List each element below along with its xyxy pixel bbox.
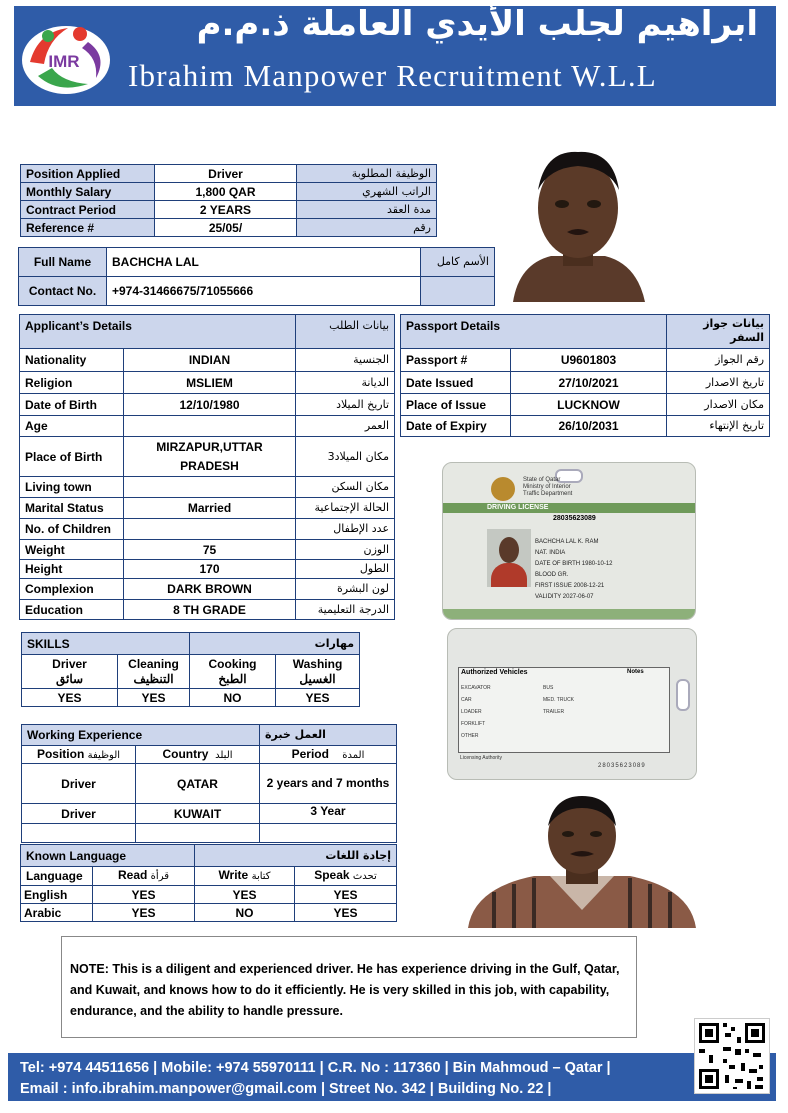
skill-name-arabic: الطبخ	[218, 671, 247, 686]
license-name: BACHCHA LAL K. RAM	[535, 539, 599, 545]
skill-name-arabic: التنظيف	[133, 671, 174, 686]
qatar-emblem-icon	[491, 477, 515, 501]
skill-name-arabic: سائق	[55, 671, 84, 686]
row-label-arabic: مكان السكن	[296, 477, 395, 498]
row-label-arabic: رقم	[297, 219, 437, 237]
row-label: Marital Status	[20, 498, 124, 519]
notes-title: Notes	[627, 669, 644, 675]
table-row	[401, 394, 770, 416]
table-row	[22, 689, 360, 707]
license-dob-label: DATE OF BIRTH	[535, 561, 581, 567]
header-title-arabic: ابراهيم لجلب الأيدي العاملة ذ.م.م	[196, 4, 758, 44]
license-validity-label: VALIDITY	[535, 594, 562, 600]
lang-name: English	[21, 886, 93, 904]
license-number: 28035623089	[553, 515, 596, 522]
table-row	[22, 655, 360, 689]
exp-position	[22, 824, 136, 843]
exp-position: Driver	[22, 804, 136, 824]
row-value: 2 YEARS	[155, 201, 297, 219]
row-value: 26/10/2031	[511, 416, 667, 437]
experience-title: Working Experience	[22, 725, 260, 746]
table-row	[20, 540, 395, 560]
experience-title-arabic: العمل خبرة	[260, 725, 397, 746]
license-authority	[523, 477, 572, 498]
table-row	[21, 886, 397, 904]
lang-read: YES	[93, 886, 195, 904]
row-label: Living town	[20, 477, 124, 498]
table-row	[20, 437, 395, 477]
license-first-issue-row	[535, 581, 613, 592]
skills-table	[21, 632, 360, 707]
table-row	[401, 416, 770, 437]
row-label: Religion	[20, 372, 124, 394]
exp-country: QATAR	[136, 764, 260, 804]
table-row	[21, 904, 397, 922]
col-language: Language	[21, 867, 93, 886]
table-row	[20, 600, 395, 620]
vehicle-item: OTHER	[461, 733, 479, 739]
vehicles-col-2	[543, 682, 574, 718]
row-value: MSLIEM	[124, 372, 296, 394]
col-country	[136, 746, 260, 764]
row-label: Position Applied	[21, 165, 155, 183]
col-header: Write	[218, 868, 249, 882]
license-first-issue: 2008-12-21	[573, 583, 605, 589]
exp-country: KUWAIT	[136, 804, 260, 824]
col-speak	[295, 867, 397, 886]
row-value: 1,800 QAR	[155, 183, 297, 201]
position-table	[20, 164, 437, 237]
vehicle-item: FORKLIFT	[461, 721, 486, 727]
skill-value: YES	[118, 689, 190, 707]
license-blood-label: BLOOD GR.	[535, 572, 569, 578]
row-label-arabic: مكان الاصدار	[667, 394, 770, 416]
exp-position: Driver	[22, 764, 136, 804]
row-value: 12/10/1980	[124, 394, 296, 416]
exp-period: 3 Year	[260, 804, 397, 824]
license-ministry-line: Ministry of Interior	[523, 484, 571, 490]
skill-value: NO	[190, 689, 276, 707]
row-label-arabic: الديانة	[296, 372, 395, 394]
skill-name: Cleaning	[128, 656, 179, 671]
table-row	[20, 394, 395, 416]
row-label: Height	[20, 560, 124, 579]
full-name-label: Full Name	[19, 248, 107, 277]
vehicle-item: TRAILER	[543, 709, 565, 715]
col-header-arabic: الوظيفة	[87, 749, 121, 761]
row-label: Education	[20, 600, 124, 620]
lang-speak: YES	[295, 904, 397, 922]
table-row	[22, 764, 397, 804]
row-label: Contract Period	[21, 201, 155, 219]
skill-name: Washing	[292, 656, 343, 671]
row-label: Passport #	[401, 349, 511, 372]
lang-write: NO	[195, 904, 295, 922]
skill-washing	[276, 655, 360, 689]
row-label-arabic: الوزن	[296, 540, 395, 560]
license-validity-row	[535, 592, 613, 603]
authorized-vehicles-title: Authorized Vehicles	[461, 669, 528, 676]
table-row	[19, 277, 495, 306]
row-label: Age	[20, 416, 124, 437]
card-slot	[676, 679, 690, 711]
row-label-arabic: الطول	[296, 560, 395, 579]
row-label-arabic: مدة العقد	[297, 201, 437, 219]
license-photo-face	[499, 537, 519, 563]
row-value: INDIAN	[124, 349, 296, 372]
table-row	[20, 477, 395, 498]
row-label-arabic: رقم الجواز	[667, 349, 770, 372]
table-row	[20, 416, 395, 437]
license-back-text	[456, 635, 556, 663]
row-label: Monthly Salary	[21, 183, 155, 201]
driving-license-back	[447, 628, 697, 780]
row-value: LUCKNOW	[511, 394, 667, 416]
full-name-arabic: الأسم كامل	[421, 248, 495, 277]
skill-name: Cooking	[208, 656, 257, 671]
table-row	[20, 372, 395, 394]
row-label-arabic: تاريخ الاصدار	[667, 372, 770, 394]
full-name-value: BACHCHA LAL	[107, 248, 421, 277]
col-header-arabic: المدة	[342, 749, 365, 761]
exp-period	[260, 824, 397, 843]
col-header-arabic: البلد	[215, 749, 233, 761]
table-row	[21, 201, 437, 219]
skill-value: YES	[22, 689, 118, 707]
row-label-arabic: عدد الإطفال	[296, 519, 395, 540]
row-label-arabic: مكان الميلاد3	[296, 437, 395, 477]
table-row	[20, 560, 395, 579]
table-row	[401, 349, 770, 372]
col-header: Read	[117, 868, 148, 882]
vehicle-item: BUS	[543, 685, 554, 691]
vehicle-item: MED. TRUCK	[543, 697, 575, 703]
table-row	[20, 579, 395, 600]
col-position	[22, 746, 136, 764]
license-dept-line: Traffic Department	[523, 491, 573, 497]
skill-name-arabic: الغسيل	[299, 671, 336, 686]
note-text: NOTE: This is a diligent and experienced driver. He has experience driving in the Gulf, Qatar, and Kuwait, and knows how to do it efficiently. He is very skilled in this job, with capability, endurance, and the ability to handle pressure.	[70, 962, 620, 1018]
col-header: Speak	[314, 868, 350, 882]
table-header-row	[21, 867, 397, 886]
row-label: Complexion	[20, 579, 124, 600]
lang-name: Arabic	[21, 904, 93, 922]
vehicle-item: LOADER	[461, 709, 482, 715]
row-value: DARK BROWN	[124, 579, 296, 600]
header-title-english: Ibrahim Manpower Recruitment W.L.L	[128, 58, 657, 93]
row-label-arabic: الراتب الشهري	[297, 183, 437, 201]
license-validity: 2027-06-07	[562, 594, 594, 600]
exp-period: 2 years and 7 months	[260, 764, 397, 804]
known-language-table	[20, 844, 397, 922]
col-header-arabic: كتابة	[251, 871, 271, 882]
applicant-photo-2	[464, 792, 700, 928]
row-label-arabic: الجنسية	[296, 349, 395, 372]
empty-cell	[421, 277, 495, 306]
exp-country	[136, 824, 260, 843]
applicant-details-title: Applicant’s Details	[20, 315, 296, 349]
table-header-row	[20, 315, 395, 349]
row-value: Driver	[155, 165, 297, 183]
row-label-arabic: الدرجة التعليمية	[296, 600, 395, 620]
license-photo-shirt	[491, 563, 527, 587]
passport-details-title: Passport Details	[401, 315, 667, 349]
vehicle-item: EXCAVATOR	[461, 685, 491, 691]
table-row	[20, 519, 395, 540]
table-row	[21, 219, 437, 237]
contact-value: +974-31466675/71055666	[107, 277, 421, 306]
skill-value: YES	[276, 689, 360, 707]
row-value: 8 TH GRADE	[124, 600, 296, 620]
license-first-issue-label: FIRST ISSUE	[535, 583, 572, 589]
table-row	[22, 804, 397, 824]
logo-text: IMR	[48, 52, 80, 71]
col-write	[195, 867, 295, 886]
col-header: Position	[36, 746, 85, 761]
row-value: Married	[124, 498, 296, 519]
license-title: DRIVING LICENSE	[443, 503, 695, 513]
row-label: Date of Birth	[20, 394, 124, 416]
skill-cleaning	[118, 655, 190, 689]
skill-name: Driver	[52, 656, 87, 671]
contact-label: Contact No.	[19, 277, 107, 306]
row-value: MIRZAPUR,UTTAR PRADESH	[124, 437, 296, 477]
row-label: Place of Issue	[401, 394, 511, 416]
row-value: 170	[124, 560, 296, 579]
working-experience-table	[21, 724, 397, 843]
lang-read: YES	[93, 904, 195, 922]
license-authority-line: State of Qatar	[523, 477, 561, 483]
row-label-arabic: الحالة الإجتماعية	[296, 498, 395, 519]
table-header-row	[401, 315, 770, 349]
row-label-arabic: الوظيفة المطلوبة	[297, 165, 437, 183]
licensing-authority: Licensing Authority	[460, 755, 502, 761]
driving-license-front	[442, 462, 696, 620]
row-label: Weight	[20, 540, 124, 560]
row-label: No. of Children	[20, 519, 124, 540]
col-header-arabic: قرأة	[150, 871, 169, 882]
license-photo	[487, 529, 531, 587]
table-row	[21, 183, 437, 201]
skills-title-arabic: مهارات	[190, 633, 360, 655]
company-logo	[18, 12, 118, 98]
language-title-arabic: إجادة اللغات	[195, 845, 397, 867]
applicant-details-table	[19, 314, 395, 620]
col-read	[93, 867, 195, 886]
table-row	[19, 248, 495, 277]
row-label-arabic: العمر	[296, 416, 395, 437]
passport-details-title-arabic: بيانات جواز السفر	[667, 315, 770, 349]
vehicle-item: CAR	[461, 697, 472, 703]
license-dob: 1980-10-12	[581, 561, 613, 567]
license-bottom-band	[443, 609, 695, 619]
col-header: Period	[291, 746, 329, 761]
table-row	[20, 498, 395, 519]
table-row	[401, 372, 770, 394]
skill-cooking	[190, 655, 276, 689]
row-value	[124, 477, 296, 498]
row-value	[124, 519, 296, 540]
qr-code[interactable]	[694, 1018, 770, 1094]
col-header: Country	[162, 746, 209, 761]
lang-write: YES	[195, 886, 295, 904]
table-row	[22, 824, 397, 843]
row-label: Date of Expiry	[401, 416, 511, 437]
applicant-photo	[505, 146, 651, 302]
skill-driver	[22, 655, 118, 689]
vehicles-grid	[458, 667, 670, 753]
table-header-row	[22, 725, 397, 746]
row-value	[124, 416, 296, 437]
row-label-arabic: تاريخ الميلاد	[296, 394, 395, 416]
row-value: 27/10/2021	[511, 372, 667, 394]
applicant-details-title-arabic: بيانات الطلب	[296, 315, 395, 349]
col-period	[260, 746, 397, 764]
table-row	[20, 349, 395, 372]
license-fields	[535, 537, 613, 603]
lang-speak: YES	[295, 886, 397, 904]
passport-details-table	[400, 314, 770, 437]
row-label: Reference #	[21, 219, 155, 237]
license-nationality: NAT. INDIA	[535, 550, 566, 556]
row-value: U9601803	[511, 349, 667, 372]
row-label: Nationality	[20, 349, 124, 372]
footer-contact-line: Tel: +974 44511656 | Mobile: +974 55970111 | C.R. No : 117360 | Bin Mahmoud – Qatar |	[20, 1060, 611, 1076]
row-value: 75	[124, 540, 296, 560]
name-contact-table	[18, 247, 495, 306]
row-label-arabic: لون البشرة	[296, 579, 395, 600]
row-value: 25/05/	[155, 219, 297, 237]
language-title: Known Language	[21, 845, 195, 867]
footer-address-line: Email : info.ibrahim.manpower@gmail.com | Street No. 342 | Building No. 22 |	[20, 1081, 552, 1097]
skills-title: SKILLS	[22, 633, 190, 655]
vehicles-col-1	[461, 682, 491, 742]
table-header-row	[22, 746, 397, 764]
table-header-row	[22, 633, 360, 655]
table-row	[21, 165, 437, 183]
row-label: Date Issued	[401, 372, 511, 394]
table-header-row	[21, 845, 397, 867]
col-header-arabic: تحدث	[352, 871, 377, 882]
row-label: Place of Birth	[20, 437, 124, 477]
row-label-arabic: تاريخ الإنتهاء	[667, 416, 770, 437]
license-dob-row	[535, 559, 613, 570]
license-barcode-number: 28035623089	[598, 763, 646, 769]
